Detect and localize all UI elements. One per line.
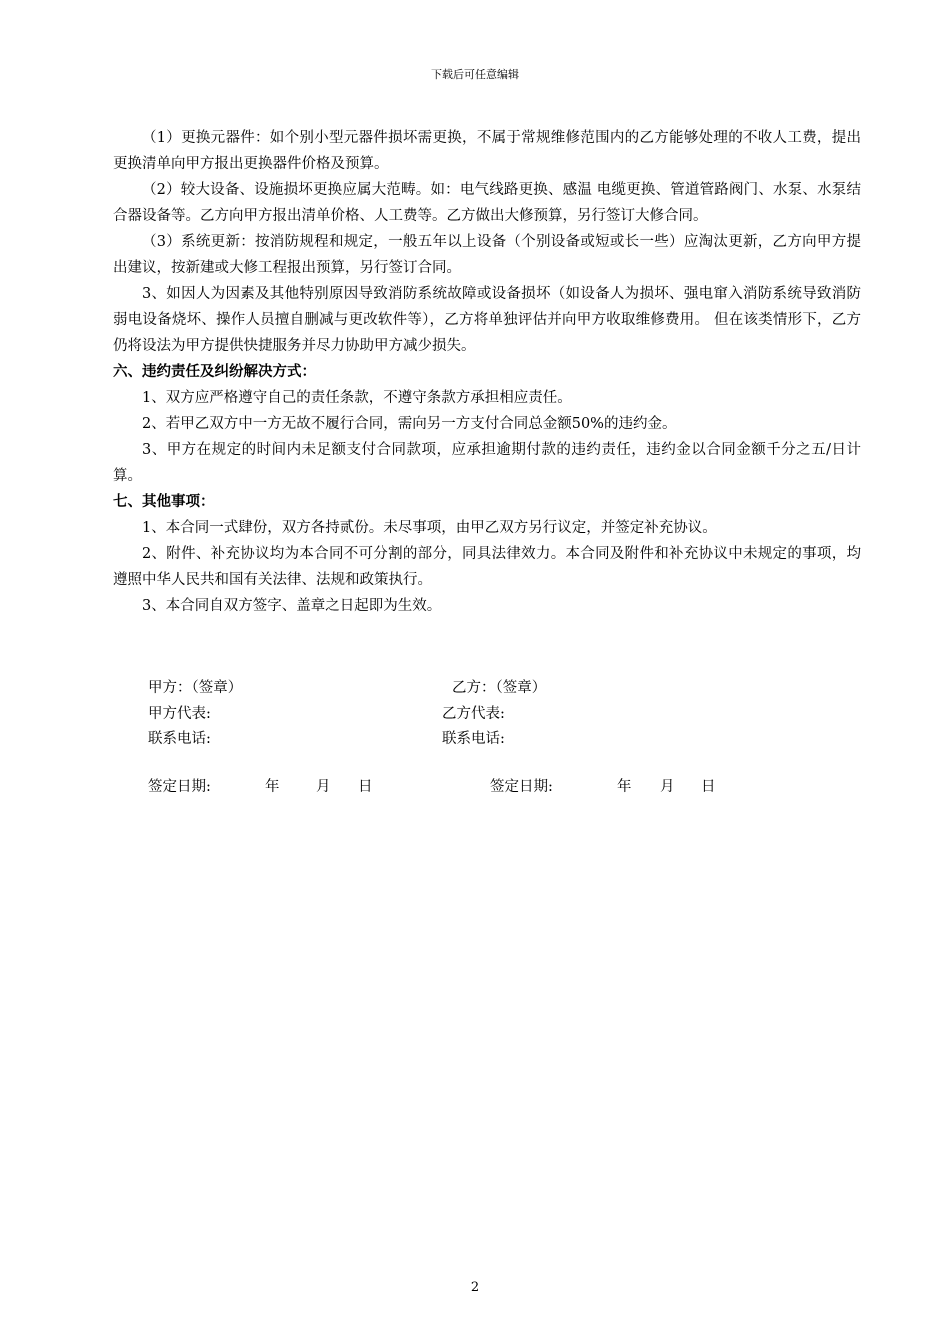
party-b-date-year: 年 xyxy=(617,779,632,795)
party-b-seal: 乙方：（签章） xyxy=(452,680,547,696)
party-a-representative: 甲方代表: xyxy=(148,706,211,722)
party-a-date-label: 签定日期: xyxy=(148,779,211,795)
clause-human-damage: 3、如因人为因素及其他特别原因导致消防系统故障或设备损坏（如设备人为损坏、强电窜入消防系统导致消防弱电设备烧坏、操作人员擅自删减与更改软件等），乙方将单独评估并向甲方收取维修费用。 但在该类情形下，乙方仍将设法为甲方提供快捷服务并尽力协助甲方减少损失。 xyxy=(113,286,861,354)
party-a-phone: 联系电话: xyxy=(148,731,211,747)
party-b-phone: 联系电话: xyxy=(442,731,505,747)
page-number: 2 xyxy=(470,1280,480,1295)
section-title-breach: 六、违约责任及纠纷解决方式： xyxy=(113,364,316,380)
contract-body xyxy=(113,125,861,619)
party-a-seal: 甲方：（签章） xyxy=(148,680,243,696)
party-a-date-year: 年 xyxy=(265,779,280,795)
clause-replace-components: （1）更换元器件：如个别小型元器件损坏需更换，不属于常规维修范围内的乙方能够处理的不收人工费，提出更换清单向甲方报出更换器件价格及预算。 xyxy=(113,130,861,172)
party-b-date-month: 月 xyxy=(660,779,675,795)
page-header: 下载后可任意编辑 xyxy=(431,68,519,81)
breach-item-1: 1、双方应严格遵守自己的责任条款，不遵守条款方承担相应责任。 xyxy=(142,390,572,406)
party-b-representative: 乙方代表: xyxy=(442,706,505,722)
clause-major-equipment: （2）较大设备、设施损坏更换应属大范畴。如：电气线路更换、感温 电缆更换、管道管路阀门、水泵、水泵结合器设备等。乙方向甲方报出清单价格、人工费等。乙方做出大修预算，另行签订大修合同。 xyxy=(113,182,861,224)
other-item-1: 1、本合同一式肆份，双方各持贰份。未尽事项，由甲乙双方另行议定，并签定补充协议。 xyxy=(142,520,717,536)
clause-system-update: （3）系统更新：按消防规程和规定，一般五年以上设备（个别设备或短或长一些）应淘汰更新，乙方向甲方提出建议，按新建或大修工程报出预算，另行签订合同。 xyxy=(113,234,861,276)
breach-item-2: 2、若甲乙双方中一方无故不履行合同，需向另一方支付合同总金额50%的违约金。 xyxy=(142,416,677,432)
party-b-date-label: 签定日期: xyxy=(490,779,553,795)
party-a-date-day: 日 xyxy=(358,779,373,795)
party-b-date-day: 日 xyxy=(701,779,716,795)
party-a-date-month: 月 xyxy=(316,779,331,795)
breach-item-3: 3、甲方在规定的时间内未足额支付合同款项，应承担逾期付款的违约责任，违约金以合同金额千分之五/日计算。 xyxy=(113,442,861,484)
section-title-other: 七、其他事项： xyxy=(113,494,215,510)
other-item-2: 2、附件、补充协议均为本合同不可分割的部分，同具法律效力。本合同及附件和补充协议中未规定的事项，均遵照中华人民共和国有关法律、法规和政策执行。 xyxy=(113,546,861,588)
other-item-3: 3、本合同自双方签字、盖章之日起即为生效。 xyxy=(142,598,442,614)
